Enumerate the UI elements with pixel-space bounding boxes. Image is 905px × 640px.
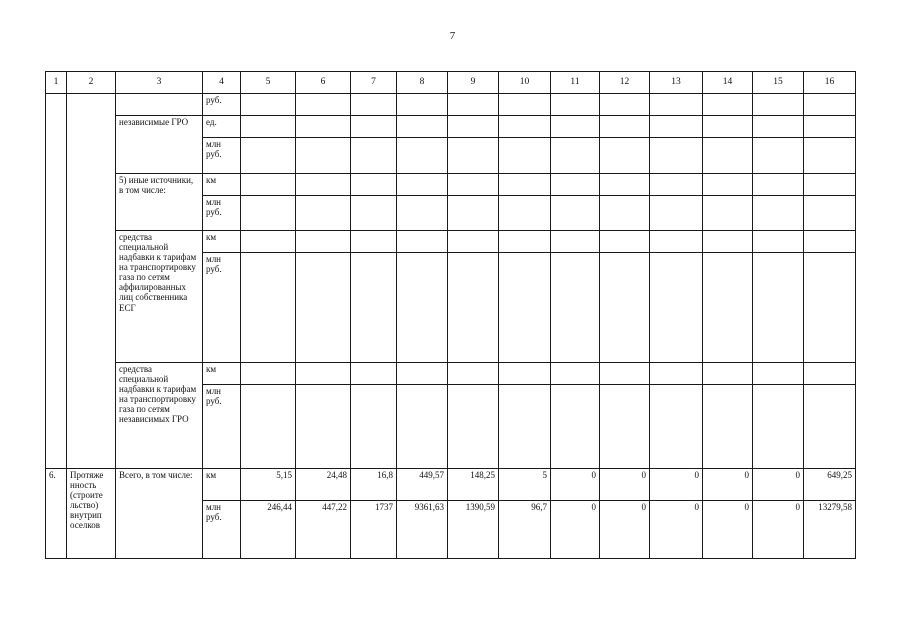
value-cell: 447,22 xyxy=(296,501,351,559)
unit-cell: ед. xyxy=(203,116,241,138)
value-cell: 1390,59 xyxy=(448,501,499,559)
unit-cell: км xyxy=(203,231,241,253)
page-number: 7 xyxy=(449,30,456,42)
name-cell-empty xyxy=(67,94,116,469)
value-cell: 0 xyxy=(650,501,703,559)
table-row xyxy=(46,94,856,116)
table-row xyxy=(46,363,856,385)
value-cell: 5,15 xyxy=(241,469,296,501)
table-row xyxy=(46,231,856,253)
value-cell: 649,25 xyxy=(804,469,856,501)
header-cell: 16 xyxy=(804,72,856,94)
header-cell: 8 xyxy=(397,72,448,94)
header-cell: 14 xyxy=(703,72,753,94)
row-description: Всего, в том числе: xyxy=(116,469,203,559)
value-cell: 0 xyxy=(703,501,753,559)
table-row xyxy=(46,116,856,138)
header-cell: 1 xyxy=(46,72,67,94)
value-cell: 0 xyxy=(753,501,804,559)
header-cell: 11 xyxy=(551,72,600,94)
header-cell: 3 xyxy=(116,72,203,94)
value-cell: 96,7 xyxy=(499,501,551,559)
value-cell: 1737 xyxy=(351,501,397,559)
value-cell: 24,48 xyxy=(296,469,351,501)
value-cell: 0 xyxy=(600,501,650,559)
header-cell: 15 xyxy=(753,72,804,94)
row-index: 6. xyxy=(46,469,67,559)
row-description: средства специальной надбавки к тарифам на транспортировку газа по сетям аффилированных лиц собственника ЕСГ xyxy=(116,231,203,363)
header-cell: 13 xyxy=(650,72,703,94)
description-cell-empty xyxy=(116,94,203,116)
value-cell: 16,8 xyxy=(351,469,397,501)
table-row xyxy=(46,174,856,196)
value-cell: 449,57 xyxy=(397,469,448,501)
value-cell: 0 xyxy=(600,469,650,501)
row-description: независимые ГРО xyxy=(116,116,203,174)
header-cell: 12 xyxy=(600,72,650,94)
unit-cell: млн руб. xyxy=(203,385,241,469)
header-cell: 7 xyxy=(351,72,397,94)
unit-cell: млн руб. xyxy=(203,501,241,559)
header-cell: 4 xyxy=(203,72,241,94)
unit-cell: млн руб. xyxy=(203,253,241,363)
row-description: средства специальной надбавки к тарифам на транспортировку газа по сетям независимых ГРО xyxy=(116,363,203,469)
table-row xyxy=(46,469,856,501)
value-cell: 246,44 xyxy=(241,501,296,559)
unit-cell: км xyxy=(203,469,241,501)
header-cell: 9 xyxy=(448,72,499,94)
header-cell: 10 xyxy=(499,72,551,94)
header-cell: 5 xyxy=(241,72,296,94)
value-cell: 148,25 xyxy=(448,469,499,501)
value-cell: 13279,58 xyxy=(804,501,856,559)
unit-cell: км xyxy=(203,363,241,385)
data-table xyxy=(45,71,856,559)
value-cell: 0 xyxy=(551,501,600,559)
unit-cell: руб. xyxy=(203,94,241,116)
value-cell: 9361,63 xyxy=(397,501,448,559)
header-cell: 6 xyxy=(296,72,351,94)
value-cell: 5 xyxy=(499,469,551,501)
unit-cell: млн руб. xyxy=(203,196,241,231)
value-cell: 0 xyxy=(650,469,703,501)
value-cell: 0 xyxy=(703,469,753,501)
unit-cell: км xyxy=(203,174,241,196)
value-cell: 0 xyxy=(551,469,600,501)
header-row xyxy=(46,72,856,94)
unit-cell: млн руб. xyxy=(203,138,241,174)
header-cell: 2 xyxy=(67,72,116,94)
row-description: 5) иные источники, в том числе: xyxy=(116,174,203,231)
row-name: Протяже нность (строите льство) внутрип оселков xyxy=(67,469,116,559)
value-cell: 0 xyxy=(753,469,804,501)
index-cell-empty xyxy=(46,94,67,469)
